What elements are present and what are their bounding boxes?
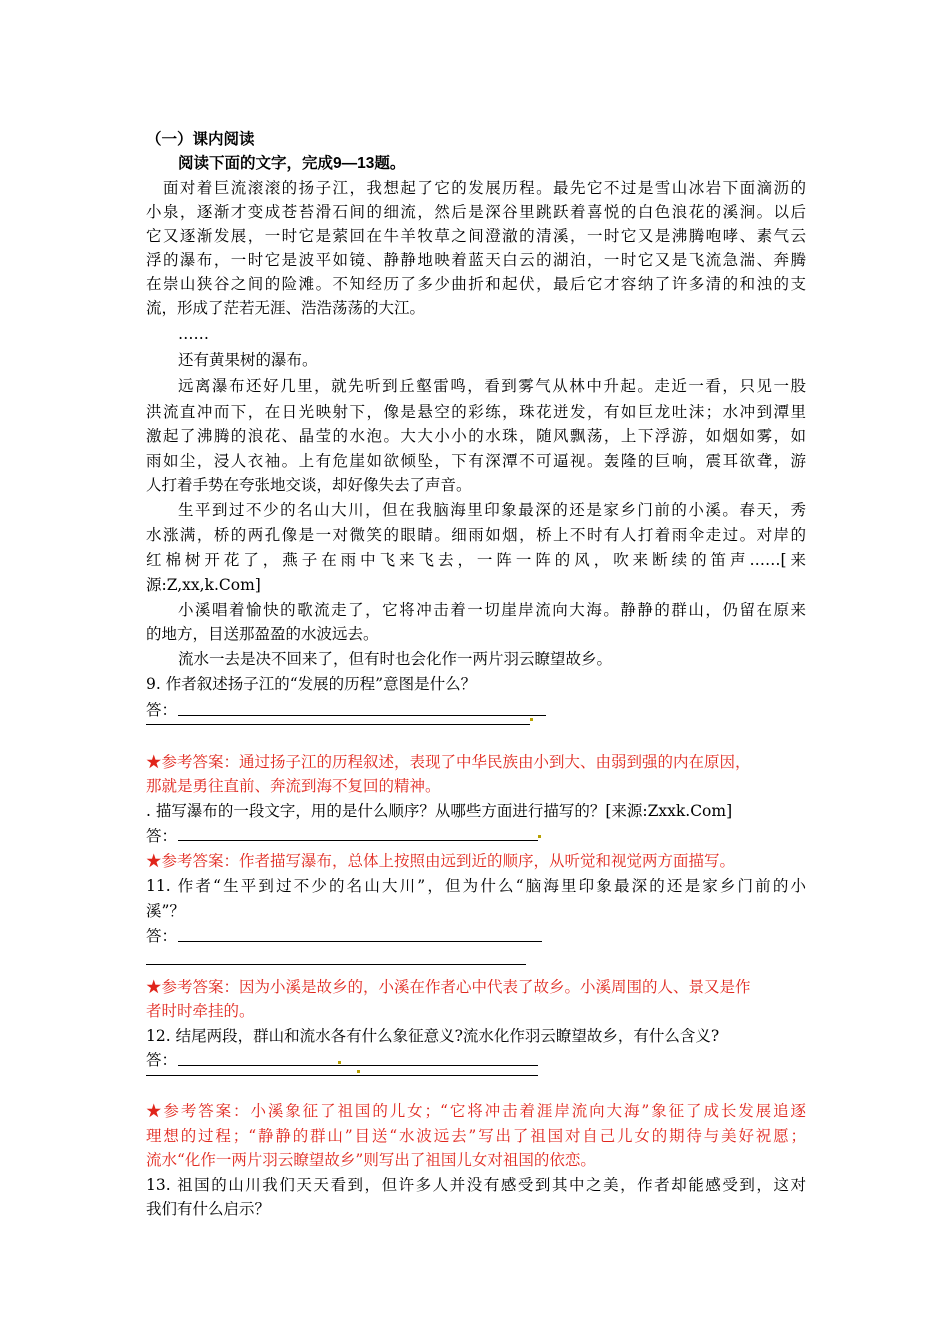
passage-line: 生平到过不少的名山大川，但在我脑海里印象最深的还是家乡门前的小溪。春天，秀 [178,501,806,519]
instruction: 阅读下面的文字，完成9—13题。 [178,155,406,172]
answer-blank [146,724,530,725]
question-11: 溪”？ [146,902,185,920]
question-11: 11. 作者“生平到过不少的名山大川”，但为什么“脑海里印象最深的还是家乡门前的小 [146,877,806,895]
marker-dot [538,835,541,838]
question-12: 12. 结尾两段，群山和流水各有什么象征意义?流水化作羽云瞭望故乡，有什么含义? [146,1027,720,1045]
question-10: . 描写瀑布的一段文字，用的是什么顺序？从哪些方面进行描写的？[来源:Zxxk.Com] [146,802,733,820]
answer-12-line: ★参考答案：小溪象征了祖国的儿女；“它将冲击着涯岸流向大海”象征了成长发展追逐 [146,1102,806,1120]
passage-line: …… [178,325,209,343]
answer-blank [146,1075,538,1076]
answer-9-line: ★参考答案：通过扬子江的历程叙述，表现了中华民族由小到大、由弱到强的内在原因， [146,753,751,771]
answer-blank [178,1065,538,1066]
section-title: （一）课内阅读 [146,131,255,148]
passage-line: 水涨满，桥的两孔像是一对微笑的眼睛。细雨如烟，桥上不时有人打着雨伞走过。对岸的 [146,526,806,544]
passage-line: 小溪唱着愉快的歌流走了，它将冲击着一切崖岸流向大海。静静的群山，仍留在原来 [178,601,806,619]
answer-blank [146,964,526,965]
answer-label: 答： [146,701,178,719]
passage-line: 红棉树开花了，燕子在雨中飞来飞去，一阵一阵的风，吹来断续的笛声……[来 [146,551,806,569]
passage-line: 浮的瀑布，一时它是波平如镜、静静地映着蓝天白云的湖泊，一时它又是飞流急湍、奔腾 [146,251,806,269]
answer-blank [178,715,546,716]
passage-line: 激起了沸腾的浪花、晶莹的水泡。大大小小的水珠，随风飘荡，上下浮游，如烟如雾，如 [146,427,806,445]
passage-line: 流水一去是决不回来了，但有时也会化作一两片羽云瞭望故乡。 [178,650,613,668]
passage-line: 它又逐渐发展，一时它是萦回在牛羊牧草之间澄澈的清溪，一时它又是沸腾咆哮、素气云 [146,227,806,245]
passage-line: 小泉，逐渐才变成苍苔滑石间的细流，然后是深谷里跳跃着喜悦的白色浪花的溪涧。以后 [146,203,806,221]
passage-line: 的地方，目送那盈盈的水波远去。 [146,625,379,643]
passage-line: 在崇山狭谷之间的险滩。不知经历了多少曲折和起伏，最后它才容纳了许多清的和浊的支 [146,275,806,293]
passage-line: 还有黄果树的瀑布。 [178,351,318,369]
answer-11-line: 者时时牵挂的。 [146,1002,255,1020]
passage-line: 远离瀑布还好几里，就先听到丘壑雷鸣，看到雾气从林中升起。走近一看，只见一股 [178,377,806,395]
passage-line: 源:Z,xx,k.Com] [146,576,261,594]
answer-label: 答： [146,927,178,945]
answer-9-line: 那就是勇往直前、奔流到海不复回的精神。 [146,777,441,795]
passage-line: 雨如尘，浸人衣袖。上有危崖如欲倾坠，下有深潭不可逼视。轰隆的巨响，震耳欲聋，游 [146,452,806,470]
passage-line: 流，形成了茫若无涯、浩浩荡荡的大江。 [146,299,426,317]
answer-label: 答： [146,827,178,845]
answer-blank [178,840,538,841]
question-9: 9. 作者叙述扬子江的“发展的历程”意图是什么？ [146,675,477,693]
marker-dot [530,718,533,721]
question-13: 我们有什么启示？ [146,1200,271,1218]
answer-11-line: ★参考答案：因为小溪是故乡的，小溪在作者心中代表了故乡。小溪周围的人、景又是作 [146,978,751,996]
passage-line: 人打着手势在夸张地交谈，却好像失去了声音。 [146,476,472,494]
passage-line: 洪流直冲而下，在日光映射下，像是悬空的彩练，珠花迸发，有如巨龙吐沫；水冲到潭里 [146,403,806,421]
marker-dot [338,1061,341,1064]
question-13: 13. 祖国的山川我们天天看到，但许多人并没有感受到其中之美，作者却能感受到，这对 [146,1176,806,1194]
answer-12-line: 流水“化作一两片羽云瞭望故乡”则写出了祖国儿女对祖国的依恋。 [146,1151,596,1169]
answer-label: 答： [146,1051,178,1069]
passage-line: 面对着巨流滚滚的扬子江，我想起了它的发展历程。最先它不过是雪山冰岩下面滴沥的 [146,179,806,197]
answer-blank [178,941,542,942]
answer-12-line: 理想的过程；“静静的群山”目送“水波远去”写出了祖国对自己儿女的期待与美好祝愿； [146,1127,806,1145]
answer-10-line: ★参考答案：作者描写瀑布，总体上按照由远到近的顺序，从听觉和视觉两方面描写。 [146,852,736,870]
marker-dot [357,1070,360,1073]
